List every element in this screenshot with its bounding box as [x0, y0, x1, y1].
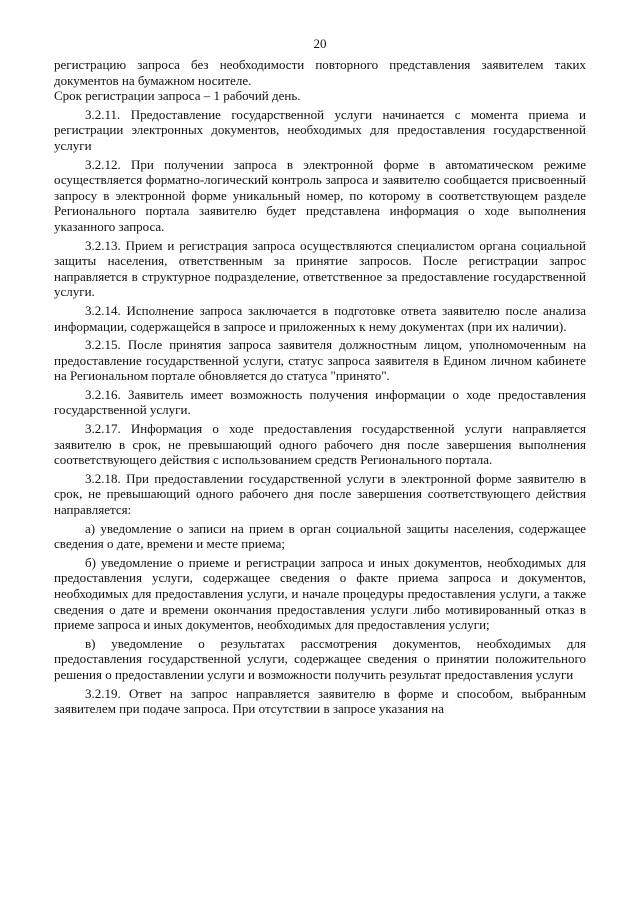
paragraph-3-2-17: 3.2.17. Информация о ходе предоставления государственной услуги направляется заявителю в срок, не превышающий одного рабочего дня после завершения выполнения соответствующего действия с использованием средств Регионального портала.	[54, 421, 586, 468]
list-item-b: б) уведомление о приеме и регистрации запроса и иных документов, необходимых для предоставления услуги, содержащее сведения о факте приема запроса и документов, необходимых для предоставления услуги, и начале процедуры предоставления услуги, а также сведения о дате и времени окончания предоставления услуги либо мотивированный отказ в приеме запроса и иных документов, необходимых для предоставления услуги;	[54, 554, 586, 633]
paragraph-registration-term: Срок регистрации запроса – 1 рабочий день.	[54, 88, 301, 104]
document-body	[54, 57, 586, 717]
list-item-a: а) уведомление о записи на прием в орган социальной защиты населения, содержащее сведения о дате, времени и месте приема;	[54, 520, 586, 552]
list-item-c: в) уведомление о результатах рассмотрения документов, необходимых для предоставления государственной услуги, содержащее сведения о принятии положительного решения о предоставлении услуги и возможности получить результат предоставления услуги	[54, 635, 586, 682]
paragraph-3-2-13: 3.2.13. Прием и регистрация запроса осуществляются специалистом органа социальной защиты населения, ответственным за принятие запросов. После регистрации запрос направляется в структурное подразделение, ответственное за предоставление государственной услуги.	[54, 237, 586, 300]
paragraph-3-2-15: 3.2.15. После принятия запроса заявителя должностным лицом, уполномоченным на предоставление государственной услуги, статус запроса заявителя в Едином личном кабинете на Региональном портале обновляется до статуса "принято".	[54, 337, 586, 384]
paragraph-continuation: регистрацию запроса без необходимости повторного представления заявителем таких документов на бумажном носителе.	[54, 57, 586, 88]
page-number: 20	[313, 36, 327, 51]
paragraph-3-2-18: 3.2.18. При предоставлении государственной услуги в электронной форме заявителю в срок, не превышающий одного рабочего дня после завершения соответствующего действия направляется:	[54, 470, 586, 518]
paragraph-3-2-16: 3.2.16. Заявитель имеет возможность получения информации о ходе предоставления государственной услуги.	[54, 386, 586, 418]
paragraph-3-2-19: 3.2.19. Ответ на запрос направляется заявителю в форме и способом, выбранным заявителем при подаче запроса. При отсутствии в запросе указания на	[54, 685, 586, 717]
paragraph-3-2-12: 3.2.12. При получении запроса в электронной форме в автоматическом режиме осуществляется форматно-логический контроль запроса и заявителю сообщается присвоенный запросу в электронной форме уникальный номер, по которому в соответствующем разделе Регионального портала заявителю будет представлена информация о ходе выполнения указанного запроса.	[54, 156, 586, 234]
paragraph-3-2-11: 3.2.11. Предоставление государственной услуги начинается с момента приема и регистрации электронных документов, необходимых для предоставления государственной услуги	[54, 106, 586, 153]
paragraph-3-2-14: 3.2.14. Исполнение запроса заключается в подготовке ответа заявителю после анализа информации, содержащейся в запросе и приложенных к нему документах (при их наличии).	[54, 302, 586, 334]
